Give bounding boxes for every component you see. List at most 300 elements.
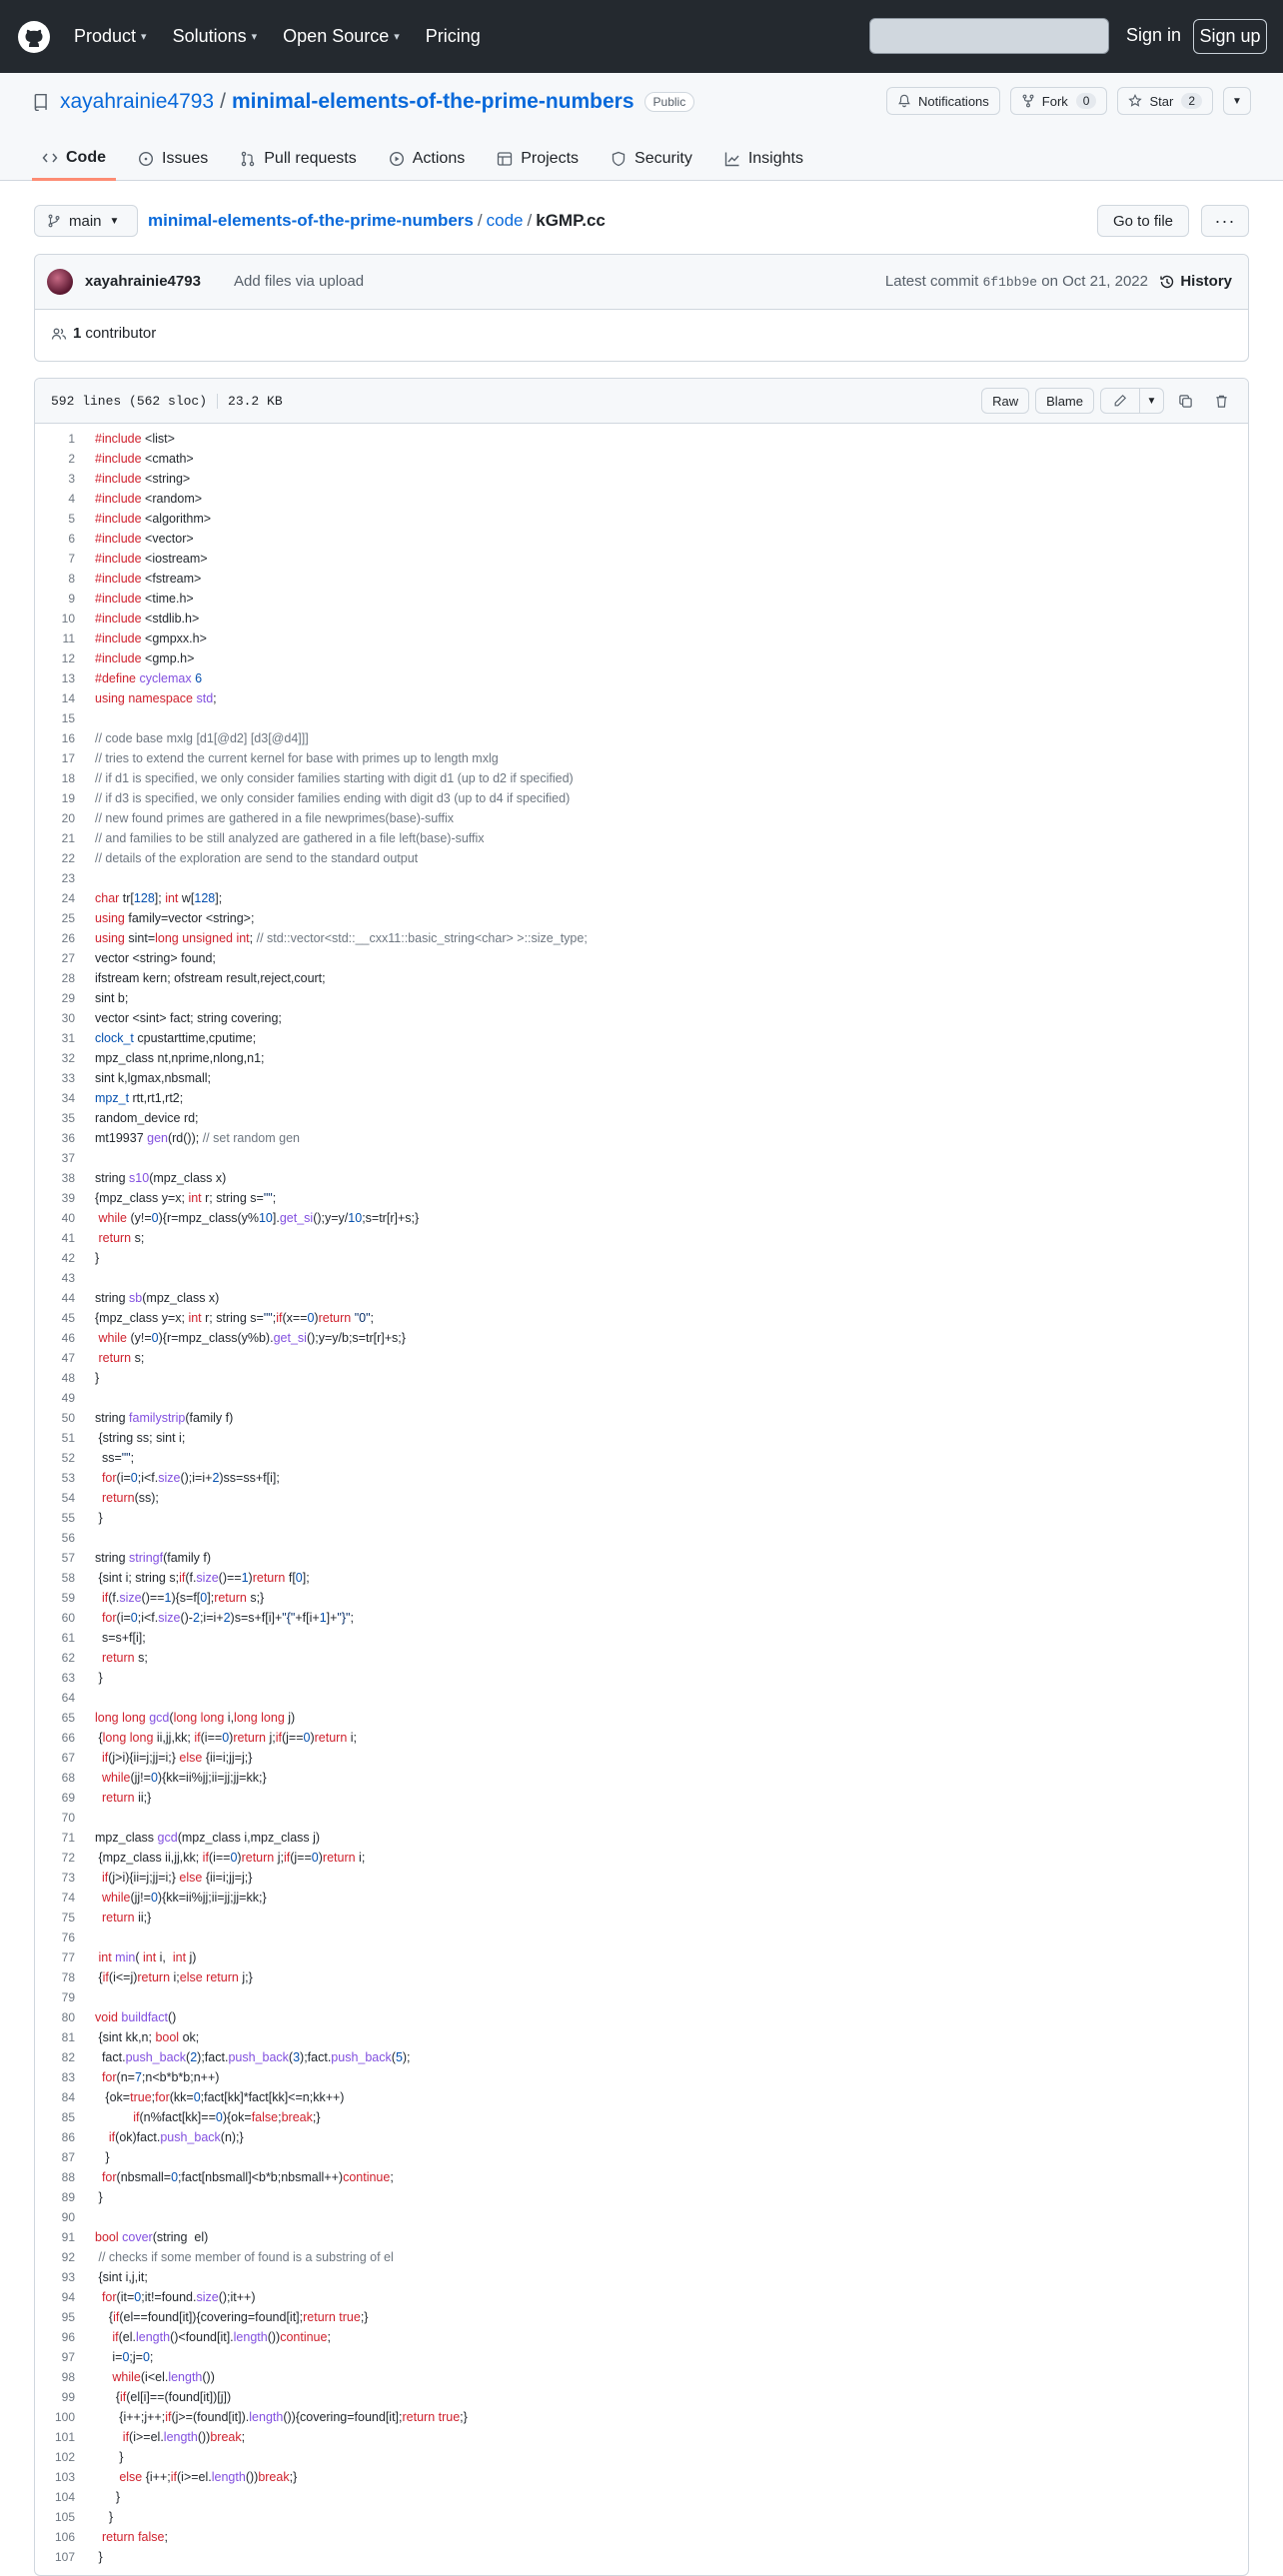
code-text <box>75 1268 95 1288</box>
repo-icon <box>32 93 50 111</box>
line-number[interactable]: 46 <box>61 1331 75 1345</box>
line-number[interactable]: 4 <box>68 492 75 506</box>
line-number[interactable]: 96 <box>61 2330 75 2344</box>
line-number[interactable]: 24 <box>61 891 75 905</box>
code-line <box>35 1188 1248 1208</box>
line-number[interactable]: 42 <box>61 1251 75 1265</box>
code-line <box>35 1528 1248 1548</box>
line-number[interactable]: 48 <box>61 1371 75 1385</box>
code-text: #include <string> <box>95 472 191 486</box>
line-number[interactable]: 72 <box>61 1851 75 1865</box>
code-text: } <box>95 1511 103 1525</box>
code-line <box>35 2127 1248 2147</box>
repo-name-link[interactable]: minimal-elements-of-the-prime-numbers <box>231 90 635 113</box>
line-number[interactable]: 40 <box>61 1211 75 1225</box>
code-text: string familystrip(family f) <box>95 1411 234 1425</box>
graph-icon <box>724 151 740 167</box>
code-text: return ii;} <box>101 1791 152 1805</box>
line-number[interactable]: 2 <box>68 452 75 466</box>
code-line <box>35 1548 1248 1568</box>
code-text <box>75 1928 95 1947</box>
line-number[interactable]: 95 <box>61 2310 75 2324</box>
code-line <box>35 988 1248 1008</box>
line-number[interactable]: 1 <box>68 432 75 446</box>
github-logo-icon[interactable] <box>18 21 50 53</box>
code-text: #include <list> <box>95 432 175 446</box>
line-number[interactable]: 92 <box>61 2250 75 2264</box>
play-circle-icon <box>389 151 405 167</box>
copy-button[interactable] <box>1170 388 1200 414</box>
tab-security[interactable]: Security <box>601 137 702 181</box>
commit-message[interactable]: Add files via upload <box>234 273 365 290</box>
code-text: // details of the exploration are send to the standard output <box>95 851 419 865</box>
line-number[interactable]: 56 <box>61 1531 75 1545</box>
code-text: } <box>95 1251 100 1265</box>
code-text: {sint i,j,it; <box>95 2270 148 2284</box>
code-text: {long long ii,jj,kk; if(i==0)return j;if(j==0)return i; <box>95 1731 358 1745</box>
line-number[interactable]: 66 <box>61 1731 75 1745</box>
line-number[interactable]: 77 <box>61 1950 75 1964</box>
code-text: // checks if some member of found is a substring of el <box>95 2250 394 2264</box>
tab-code[interactable]: Code <box>32 137 116 181</box>
line-number[interactable]: 89 <box>61 2190 75 2204</box>
code-line <box>35 1408 1248 1428</box>
code-text: #include <vector> <box>95 532 194 546</box>
code-view <box>35 424 1248 2567</box>
code-line <box>35 1947 1248 1967</box>
code-line <box>35 509 1248 529</box>
edit-options-button[interactable] <box>1140 388 1164 414</box>
line-number[interactable]: 98 <box>61 2370 75 2384</box>
code-line <box>35 1328 1248 1348</box>
line-number[interactable]: 85 <box>61 2110 75 2124</box>
code-text: if(n%fact[kk]==0){ok=false;break;} <box>133 2110 321 2124</box>
code-line <box>35 2367 1248 2387</box>
code-text: fact.push_back(2);fact.push_back(3);fact.push_back(5); <box>95 2050 411 2064</box>
line-number[interactable]: 43 <box>61 1271 75 1285</box>
code-line <box>35 569 1248 589</box>
tab-insights[interactable]: Insights <box>714 137 813 181</box>
code-text: return(ss); <box>101 1491 159 1505</box>
code-line <box>35 2187 1248 2207</box>
code-line <box>35 1308 1248 1328</box>
visibility-badge: Public <box>644 92 695 112</box>
file-viewer <box>34 378 1249 2576</box>
code-text: // code base mxlg [d1[@d2] [d3[@d4]]] <box>95 731 309 745</box>
search-input[interactable] <box>869 18 1109 54</box>
code-text: } <box>95 2150 110 2164</box>
line-number[interactable]: 58 <box>61 1571 75 1585</box>
code-line <box>35 848 1248 868</box>
code-line <box>35 1208 1248 1228</box>
code-text: } <box>95 2490 121 2504</box>
code-line <box>35 1967 1248 1987</box>
line-number[interactable]: 65 <box>61 1711 75 1725</box>
code-line <box>35 1788 1248 1808</box>
file-size: 23.2 KB <box>228 394 283 409</box>
code-line <box>35 1508 1248 1528</box>
line-number[interactable]: 82 <box>61 2050 75 2064</box>
line-number[interactable]: 67 <box>61 1751 75 1765</box>
breadcrumb-separator: / <box>477 211 483 230</box>
line-number[interactable]: 73 <box>61 1871 75 1885</box>
code-line <box>35 1368 1248 1388</box>
code-line <box>35 728 1248 748</box>
code-line <box>35 1468 1248 1488</box>
line-number[interactable]: 26 <box>61 931 75 945</box>
code-line <box>35 1668 1248 1688</box>
history-link[interactable]: History <box>1159 273 1232 290</box>
line-number[interactable]: 33 <box>61 1071 75 1085</box>
code-line <box>35 429 1248 449</box>
more-options-button[interactable]: ··· <box>1201 205 1249 237</box>
code-text: return ii;} <box>101 1911 152 1925</box>
tab-pull-requests[interactable]: Pull requests <box>230 137 367 181</box>
code-line <box>35 1008 1248 1028</box>
line-number[interactable]: 35 <box>61 1111 75 1125</box>
line-number[interactable]: 71 <box>61 1831 75 1845</box>
line-number[interactable]: 3 <box>68 472 75 486</box>
repo-title <box>32 90 694 114</box>
file-toolbar <box>981 388 1236 414</box>
code-text: {sint kk,n; bool ok; <box>95 2030 200 2044</box>
line-number[interactable]: 93 <box>61 2270 75 2284</box>
code-line <box>35 2327 1248 2347</box>
code-text: for(it=0;it!=found.size();it++) <box>101 2290 256 2304</box>
line-number[interactable]: 16 <box>61 731 75 745</box>
code-text: #include <iostream> <box>95 552 208 566</box>
line-number[interactable]: 97 <box>61 2350 75 2364</box>
code-line <box>35 1088 1248 1108</box>
line-number[interactable]: 12 <box>61 651 75 665</box>
line-number[interactable]: 29 <box>61 991 75 1005</box>
code-text: {ok=true;for(kk=0;fact[kk]*fact[kk]<=n;kk++) <box>95 2090 345 2104</box>
line-number[interactable]: 20 <box>61 811 75 825</box>
code-line <box>35 549 1248 569</box>
line-number[interactable]: 75 <box>61 1911 75 1925</box>
code-line <box>35 928 1248 948</box>
contributors[interactable]: 1 contributor <box>51 325 156 342</box>
line-number[interactable]: 80 <box>61 2010 75 2024</box>
code-line <box>35 948 1248 968</box>
fork-icon <box>1021 94 1035 108</box>
code-line <box>35 768 1248 788</box>
file-header <box>35 379 1248 424</box>
line-number[interactable]: 94 <box>61 2290 75 2304</box>
line-number[interactable]: 13 <box>61 671 75 685</box>
repo-owner-link[interactable]: xayahrainie4793 <box>60 90 215 113</box>
go-to-file-button[interactable]: Go to file <box>1097 205 1189 237</box>
line-number[interactable]: 62 <box>61 1651 75 1665</box>
code-line <box>35 1748 1248 1768</box>
tab-actions[interactable]: Actions <box>379 137 475 181</box>
code-text: using family=vector <string>; <box>95 911 255 925</box>
line-number[interactable]: 100 <box>54 2410 75 2424</box>
line-number[interactable]: 53 <box>61 1471 75 1485</box>
code-line <box>35 648 1248 668</box>
line-number[interactable]: 52 <box>61 1451 75 1465</box>
line-number[interactable]: 63 <box>61 1671 75 1685</box>
code-text: } <box>95 1371 100 1385</box>
line-number[interactable]: 76 <box>61 1931 75 1944</box>
line-number[interactable]: 86 <box>61 2130 75 2144</box>
code-text: mt19937 gen(rd()); // set random gen <box>95 1131 300 1145</box>
code-text: mpz_class gcd(mpz_class i,mpz_class j) <box>95 1831 321 1845</box>
code-line <box>35 1688 1248 1708</box>
repo-tabs <box>32 137 825 181</box>
avatar[interactable] <box>47 269 73 295</box>
code-text: {string ss; sint i; <box>95 1431 186 1445</box>
line-number[interactable]: 88 <box>61 2170 75 2184</box>
line-number[interactable]: 49 <box>61 1391 75 1405</box>
divider <box>217 394 218 409</box>
commit-box <box>34 254 1249 362</box>
code-text: s=s+f[i]; <box>95 1631 146 1645</box>
code-line <box>35 1168 1248 1188</box>
code-line <box>35 1108 1248 1128</box>
code-text: {mpz_class y=x; int r; string s=""; <box>95 1191 277 1205</box>
repo-separator: / <box>220 90 226 113</box>
code-text: if(j>i){ii=j;jj=i;} else {ii=i;jj=j;} <box>101 1751 253 1765</box>
line-number[interactable]: 55 <box>61 1511 75 1525</box>
star-button[interactable]: Star 2 <box>1117 87 1213 115</box>
code-line <box>35 1708 1248 1728</box>
code-text <box>75 1388 95 1408</box>
line-number[interactable]: 107 <box>54 2550 75 2564</box>
code-text: if(ok)fact.push_back(n);} <box>108 2130 244 2144</box>
code-text: {mpz_class ii,jj,kk; if(i==0)return j;if(j==0)return i; <box>95 1851 366 1865</box>
raw-button[interactable]: Raw <box>981 388 1029 414</box>
line-number[interactable]: 44 <box>61 1291 75 1305</box>
nav-solutions[interactable]: Solutions ▾ <box>172 26 258 46</box>
chevron-down-icon: ▼ <box>109 215 120 227</box>
star-options-button[interactable] <box>1223 87 1251 115</box>
line-number[interactable]: 31 <box>61 1031 75 1045</box>
nav-pricing[interactable]: Pricing <box>425 26 481 46</box>
issue-icon <box>138 151 154 167</box>
code-text: // new found primes are gathered in a file newprimes(base)-suffix <box>95 811 454 825</box>
line-number[interactable]: 90 <box>61 2210 75 2224</box>
line-number[interactable]: 15 <box>61 711 75 725</box>
line-number[interactable]: 32 <box>61 1051 75 1065</box>
code-line <box>35 868 1248 888</box>
breadcrumb-repo-link[interactable]: minimal-elements-of-the-prime-numbers <box>148 211 474 230</box>
code-text: ss=""; <box>95 1451 135 1465</box>
code-line <box>35 1068 1248 1088</box>
line-number[interactable]: 7 <box>68 552 75 566</box>
line-number[interactable]: 105 <box>54 2510 75 2524</box>
code-line <box>35 629 1248 648</box>
code-text: using sint=long unsigned int; // std::vector<std::__cxx11::basic_string<char> >::size_type; <box>95 931 588 945</box>
line-number[interactable]: 69 <box>61 1791 75 1805</box>
tab-projects[interactable]: Projects <box>487 137 589 181</box>
repo-header <box>0 73 1283 181</box>
line-number[interactable]: 87 <box>61 2150 75 2164</box>
line-number[interactable]: 22 <box>61 851 75 865</box>
branch-selector[interactable]: main ▼ <box>34 205 138 237</box>
code-line <box>35 1228 1248 1248</box>
code-line <box>35 1448 1248 1468</box>
code-text: {i++;j++;if(j>=(found[it]).length()){covering=found[it];return true;} <box>95 2410 468 2424</box>
code-text: return false; <box>101 2530 168 2544</box>
code-text <box>75 1987 95 2007</box>
line-number[interactable]: 101 <box>54 2430 75 2444</box>
code-text <box>75 1528 95 1548</box>
line-number[interactable]: 41 <box>61 1231 75 1245</box>
people-icon <box>51 326 67 342</box>
line-number[interactable]: 57 <box>61 1551 75 1565</box>
code-text: {if(el[i]==(found[it])[j]) <box>95 2390 232 2404</box>
code-text: void buildfact() <box>95 2010 177 2024</box>
code-text: string sb(mpz_class x) <box>95 1291 220 1305</box>
line-number[interactable]: 11 <box>62 632 75 645</box>
nav-product[interactable]: Product ▾ <box>74 26 147 46</box>
breadcrumb <box>148 211 606 231</box>
code-line <box>35 1888 1248 1908</box>
branch-icon <box>47 214 61 228</box>
code-text: return s; <box>101 1651 148 1665</box>
code-line <box>35 2207 1248 2227</box>
line-number[interactable]: 99 <box>61 2390 75 2404</box>
code-text: char tr[128]; int w[128]; <box>95 891 223 905</box>
line-number[interactable]: 104 <box>54 2490 75 2504</box>
line-number[interactable]: 74 <box>61 1891 75 1905</box>
code-text: string stringf(family f) <box>95 1551 212 1565</box>
code-line <box>35 2547 1248 2567</box>
tab-issues[interactable]: Issues <box>128 137 218 181</box>
code-line <box>35 1248 1248 1268</box>
nav-open-source[interactable]: Open Source ▾ <box>283 26 400 46</box>
line-number[interactable]: 54 <box>61 1491 75 1505</box>
line-number[interactable]: 23 <box>61 871 75 885</box>
line-number[interactable]: 70 <box>61 1811 75 1825</box>
code-line <box>35 888 1248 908</box>
line-number[interactable]: 5 <box>68 512 75 526</box>
commit-author-link[interactable]: xayahrainie4793 <box>85 273 201 290</box>
code-line <box>35 2447 1248 2467</box>
code-line <box>35 2527 1248 2547</box>
code-line <box>35 708 1248 728</box>
code-line <box>35 1268 1248 1288</box>
code-line <box>35 1828 1248 1848</box>
line-number[interactable]: 25 <box>61 911 75 925</box>
line-number[interactable]: 14 <box>61 691 75 705</box>
code-text: else {i++;if(i>=el.length())break;} <box>119 2470 298 2484</box>
line-number[interactable]: 19 <box>61 791 75 805</box>
breadcrumb-dir-link[interactable]: code <box>486 211 524 230</box>
line-number[interactable]: 102 <box>54 2450 75 2464</box>
line-number[interactable]: 50 <box>61 1411 75 1425</box>
commit-sha-link[interactable]: 6f1bb9e <box>982 275 1038 290</box>
line-number[interactable]: 103 <box>54 2470 75 2484</box>
fork-button[interactable]: Fork 0 <box>1010 87 1108 115</box>
line-number[interactable]: 78 <box>61 1970 75 1984</box>
code-text: bool cover(string el) <box>95 2230 209 2244</box>
code-line <box>35 2047 1248 2067</box>
line-number[interactable]: 18 <box>61 771 75 785</box>
code-text: string s10(mpz_class x) <box>95 1171 227 1185</box>
chevron-down-icon: ▼ <box>1146 395 1157 407</box>
line-number[interactable]: 106 <box>54 2530 75 2544</box>
line-number[interactable]: 21 <box>61 831 75 845</box>
line-number[interactable]: 45 <box>61 1311 75 1325</box>
code-line <box>35 1288 1248 1308</box>
line-number[interactable]: 27 <box>61 951 75 965</box>
code-text: } <box>95 1671 103 1685</box>
code-line <box>35 2427 1248 2447</box>
bell-icon <box>897 94 911 108</box>
edit-button-group <box>1100 388 1164 414</box>
fork-count: 0 <box>1076 93 1097 109</box>
sign-up-button[interactable]: Sign up <box>1193 19 1267 54</box>
line-number[interactable]: 10 <box>61 612 75 626</box>
code-text: return s; <box>98 1351 145 1365</box>
line-number[interactable]: 34 <box>61 1091 75 1105</box>
edit-button[interactable] <box>1100 388 1140 414</box>
code-text: } <box>95 2510 114 2524</box>
line-number[interactable]: 8 <box>68 572 75 586</box>
code-text: i=0;j=0; <box>95 2350 154 2364</box>
line-number[interactable]: 64 <box>61 1691 75 1705</box>
code-line <box>35 1048 1248 1068</box>
line-number[interactable]: 37 <box>61 1151 75 1165</box>
line-number[interactable]: 9 <box>68 592 75 606</box>
code-text: for(i=0;i<f.size();i=i+2)ss=ss+f[i]; <box>101 1471 280 1485</box>
line-number[interactable]: 36 <box>61 1131 75 1145</box>
line-number[interactable]: 60 <box>61 1611 75 1625</box>
line-count: 592 lines (562 sloc) <box>51 394 208 409</box>
line-number[interactable]: 6 <box>68 532 75 546</box>
code-text: #include <stdlib.h> <box>95 612 200 626</box>
notifications-button[interactable]: Notifications <box>886 87 1000 115</box>
code-line <box>35 2247 1248 2267</box>
line-number[interactable]: 17 <box>61 751 75 765</box>
code-text: if(el.length()<found[it].length())continue; <box>112 2330 331 2344</box>
code-text: using namespace std; <box>95 691 217 705</box>
line-number[interactable]: 79 <box>61 1990 75 2004</box>
delete-button[interactable] <box>1206 388 1236 414</box>
line-number[interactable]: 84 <box>61 2090 75 2104</box>
code-text: #include <gmp.h> <box>95 651 195 665</box>
code-line <box>35 2227 1248 2247</box>
star-icon <box>1128 94 1142 108</box>
blame-button[interactable]: Blame <box>1035 388 1094 414</box>
code-text: sint b; <box>95 991 129 1005</box>
chevron-down-icon: ▼ <box>1232 95 1242 107</box>
line-number[interactable]: 81 <box>61 2030 75 2044</box>
code-text: #include <random> <box>95 492 203 506</box>
code-text: vector <sint> fact; string covering; <box>95 1011 282 1025</box>
code-text: while (y!=0){r=mpz_class(y%b).get_si();y=y/b;s=tr[r]+s;} <box>98 1331 406 1345</box>
code-text: return s; <box>98 1231 145 1245</box>
line-number[interactable]: 61 <box>61 1631 75 1645</box>
line-number[interactable]: 59 <box>61 1591 75 1605</box>
chevron-down-icon: ▾ <box>141 31 147 43</box>
code-line <box>35 908 1248 928</box>
line-number[interactable]: 83 <box>61 2070 75 2084</box>
line-number[interactable]: 38 <box>61 1171 75 1185</box>
line-number[interactable]: 91 <box>61 2230 75 2244</box>
line-number[interactable]: 30 <box>61 1011 75 1025</box>
line-number[interactable]: 47 <box>61 1351 75 1365</box>
code-text: for(nbsmall=0;fact[nbsmall]<b*b;nbsmall++)continue; <box>101 2170 394 2184</box>
line-number[interactable]: 68 <box>61 1771 75 1785</box>
line-number[interactable]: 39 <box>61 1191 75 1205</box>
code-line <box>35 2167 1248 2187</box>
sign-in-link[interactable]: Sign in <box>1126 25 1182 45</box>
line-number[interactable]: 28 <box>61 971 75 985</box>
line-number[interactable]: 51 <box>61 1431 75 1445</box>
